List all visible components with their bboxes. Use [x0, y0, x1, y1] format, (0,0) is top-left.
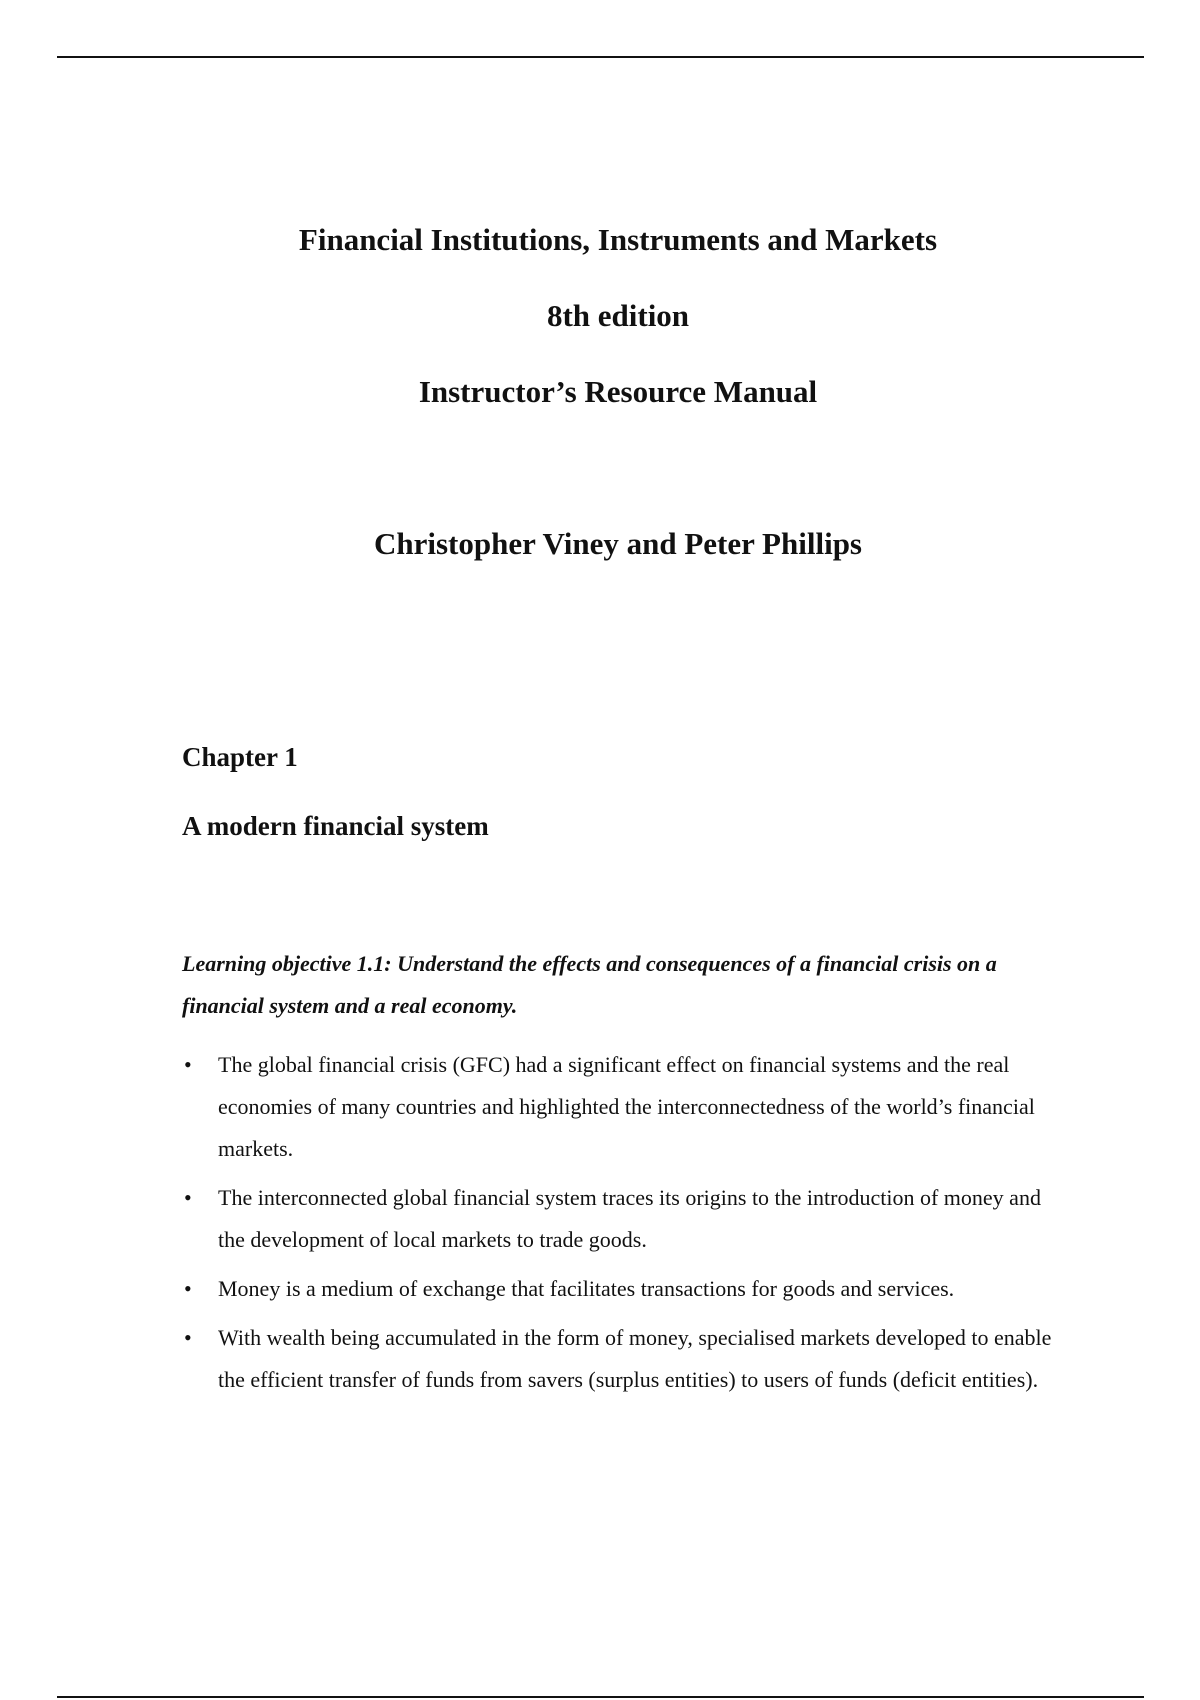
book-title: Financial Institutions, Instruments and Markets	[298, 222, 938, 257]
list-item-text: With wealth being accumulated in the form of money, specialised markets developed to enable the efficient transfer of funds from savers (surplus entities) to users of funds (deficit entities).	[218, 1325, 1052, 1392]
bullet-icon: •	[184, 1185, 192, 1210]
list-item-text: The interconnected global financial system traces its origins to the introduction of money and the development of local markets to trade goods.	[218, 1185, 1041, 1252]
list-item	[182, 1044, 1062, 1170]
bottom-rule	[57, 1696, 1144, 1698]
edition-label: 8th edition	[546, 298, 690, 333]
bullet-list	[182, 1044, 1062, 1408]
list-item	[182, 1317, 1062, 1401]
list-item	[182, 1268, 1062, 1310]
bullet-icon: •	[184, 1276, 192, 1301]
authors: Christopher Viney and Peter Phillips	[373, 526, 862, 561]
bullet-icon: •	[184, 1325, 192, 1350]
bullet-icon: •	[184, 1052, 192, 1077]
manual-title: Instructor’s Resource Manual	[418, 374, 818, 409]
list-item-text: The global financial crisis (GFC) had a significant effect on financial systems and the real economies of many countries and highlighted the interconnectedness of the world’s financial markets.	[218, 1052, 1035, 1161]
chapter-label: Chapter 1	[182, 742, 298, 772]
learning-objective: Learning objective 1.1: Understand the effects and consequences of a financial crisis on a financial system and a real economy.	[182, 951, 997, 1018]
list-item	[182, 1177, 1062, 1261]
chapter-title: A modern financial system	[182, 811, 489, 841]
list-item-text: Money is a medium of exchange that facilitates transactions for goods and services.	[218, 1276, 955, 1301]
top-rule	[57, 56, 1144, 58]
